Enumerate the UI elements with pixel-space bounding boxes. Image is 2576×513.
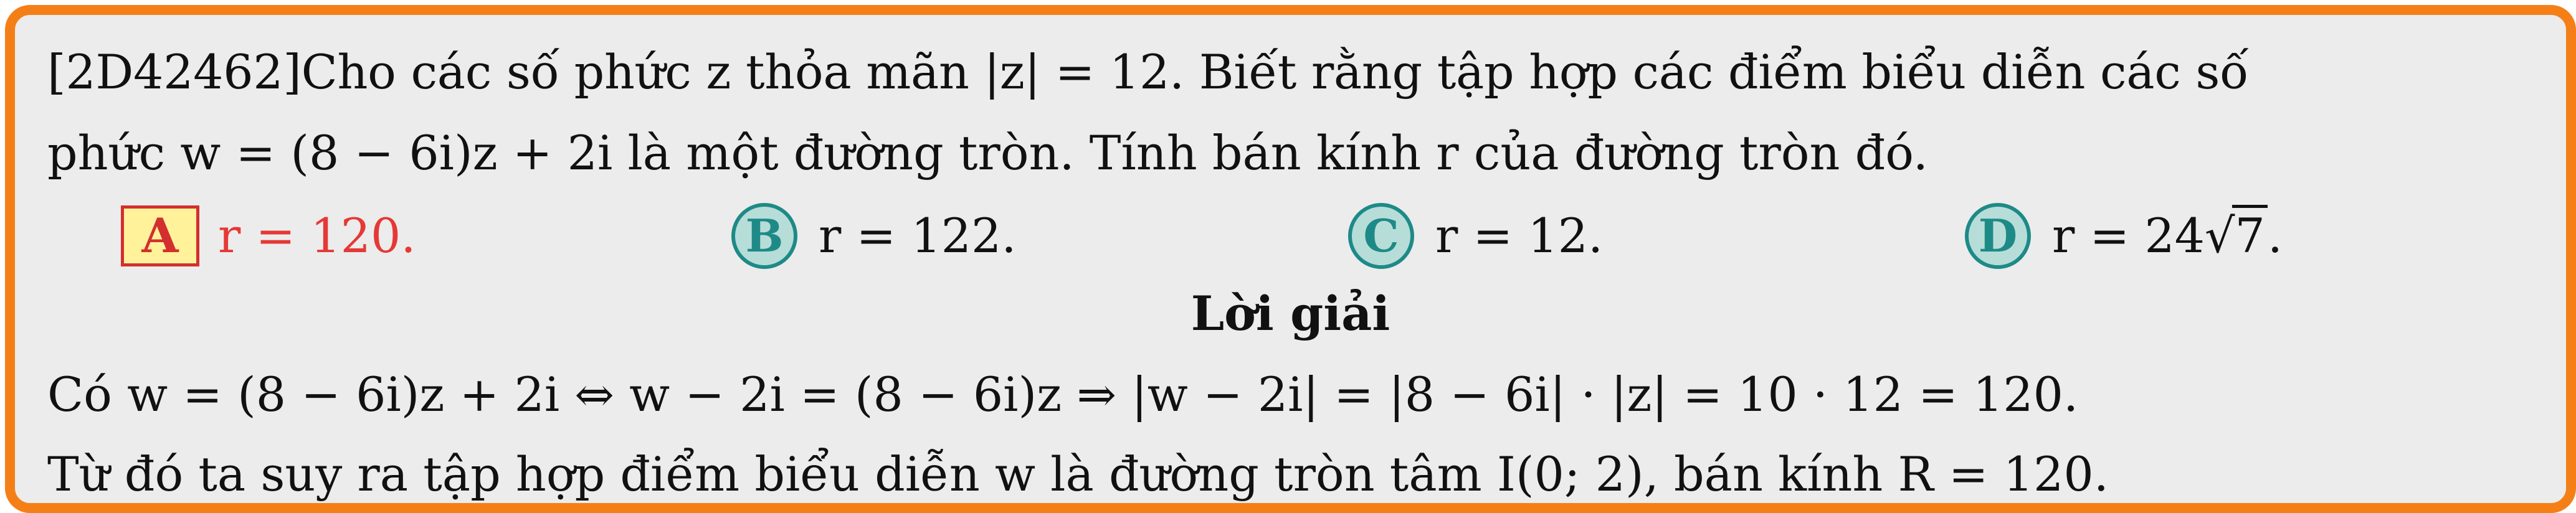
solution-line-2: Từ đó ta suy ra tập hợp điểm biểu diễn w là đường tròn tâm I(0; 2), bán kính R = 120. bbox=[47, 446, 2109, 502]
question-line-1: [2D42462]Cho các số phức z thỏa mãn |z| = 12. Biết rằng tập hợp các điểm biểu diễn các số bbox=[47, 44, 2249, 100]
question-line-2: phức w = (8 − 6i)z + 2i là một đường tròn. Tính bán kính r của đường tròn đó. bbox=[47, 125, 1928, 181]
sqrt-symbol: √7 bbox=[2205, 202, 2268, 270]
solution-line-1: Có w = (8 − 6i)z + 2i ⇔ w − 2i = (8 − 6i)z ⇒ |w − 2i| = |8 − 6i| · |z| = 10 · 12 = 120. bbox=[47, 367, 2079, 422]
option-c[interactable] bbox=[1348, 202, 1603, 270]
option-b-badge: B bbox=[731, 203, 797, 269]
option-c-badge: C bbox=[1348, 203, 1414, 269]
option-d-text bbox=[2052, 202, 2283, 270]
option-d-prefix: r = 24 bbox=[2052, 208, 2205, 263]
option-d[interactable] bbox=[1965, 202, 2283, 270]
option-b-text: r = 122. bbox=[819, 208, 1017, 263]
option-b[interactable] bbox=[731, 202, 1017, 270]
question-card bbox=[5, 5, 2576, 513]
option-c-text: r = 12. bbox=[1435, 208, 1604, 263]
option-a-text: r = 120. bbox=[218, 208, 416, 263]
solution-title: Lời giải bbox=[1191, 286, 1390, 341]
option-d-badge: D bbox=[1965, 203, 2031, 269]
option-a-badge: A bbox=[121, 205, 199, 266]
option-d-suffix: . bbox=[2267, 208, 2283, 263]
option-d-radicand: 7 bbox=[2232, 205, 2267, 263]
option-a[interactable] bbox=[121, 202, 416, 270]
